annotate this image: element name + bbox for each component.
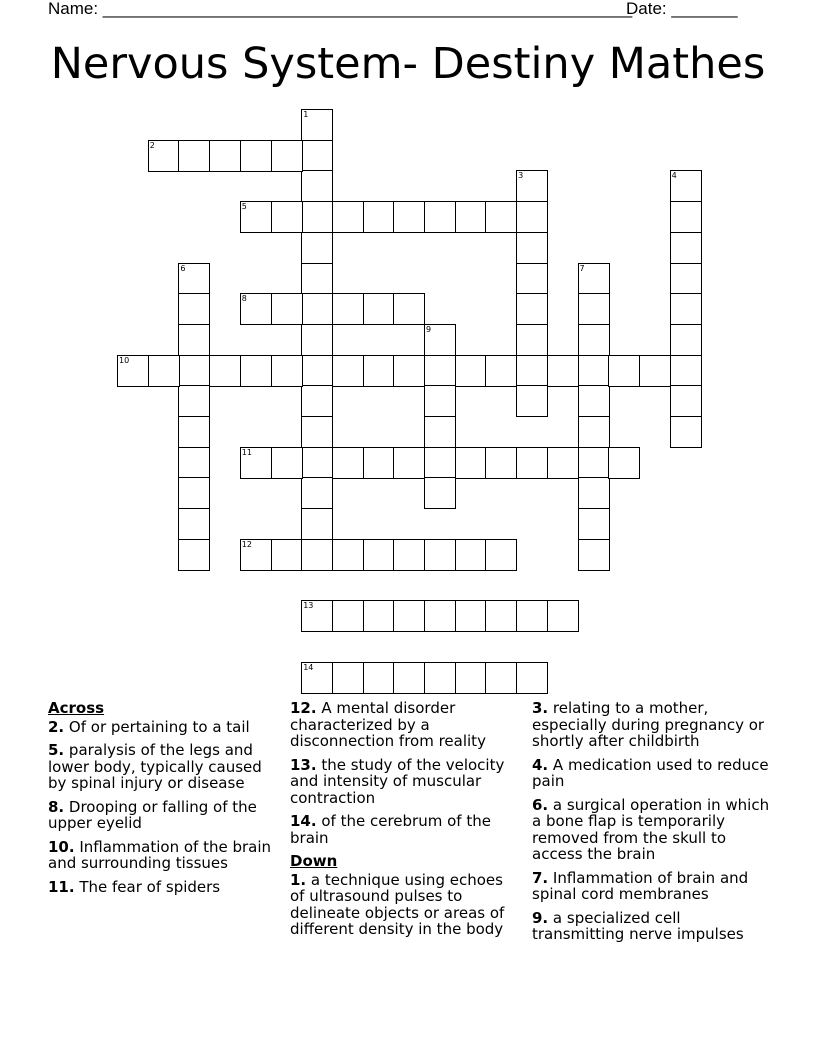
grid-cell[interactable] [301, 539, 333, 571]
grid-cell[interactable] [209, 355, 241, 387]
grid-cell[interactable] [178, 539, 210, 571]
grid-cell[interactable] [178, 293, 210, 325]
grid-cell[interactable] [516, 600, 548, 632]
grid-cell[interactable] [240, 355, 272, 387]
clue-column-2 [290, 700, 522, 945]
clue-down-1: 1. a technique using echoes of ultrasound pulses to delineate objects or areas of different density in the body [290, 870, 505, 938]
grid-cell[interactable] [178, 355, 210, 387]
grid-cell[interactable] [332, 539, 364, 571]
grid-cell[interactable] [578, 477, 610, 509]
grid-cell[interactable] [240, 447, 272, 479]
down-heading: Down [290, 852, 338, 870]
grid-cell[interactable] [117, 355, 149, 387]
grid-cell[interactable] [424, 201, 456, 233]
grid-cell[interactable] [608, 447, 640, 479]
grid-cell[interactable] [516, 385, 548, 417]
grid-cell[interactable] [301, 201, 333, 233]
grid-cell[interactable] [301, 662, 333, 694]
grid-cell[interactable] [578, 355, 610, 387]
clue-across-13: 13. the study of the velocity and intensity of muscular contraction [290, 755, 505, 807]
clue-across-5: 5. paralysis of the legs and lower body, typically caused by spinal injury or disease [48, 741, 262, 792]
grid-cell[interactable] [516, 201, 548, 233]
grid-cell[interactable] [547, 447, 579, 479]
grid-cell[interactable] [332, 662, 364, 694]
grid-cell[interactable] [240, 140, 272, 172]
clue-across-14: 14. of the cerebrum of the brain [290, 812, 491, 847]
grid-cell[interactable] [240, 201, 272, 233]
grid-cell[interactable] [178, 140, 210, 172]
grid-cell[interactable] [393, 539, 425, 571]
clue-down-6: 6. a surgical operation in which a bone flap is temporarily removed from the skull to access the brain [532, 795, 770, 863]
clue-number: 4 [671, 171, 677, 181]
grid-cell[interactable] [363, 447, 395, 479]
grid-cell[interactable] [578, 293, 610, 325]
grid-cell[interactable] [301, 600, 333, 632]
grid-cell[interactable] [363, 201, 395, 233]
grid-cell[interactable] [393, 293, 425, 325]
grid-cell[interactable] [639, 355, 671, 387]
grid-cell[interactable] [178, 324, 210, 356]
grid-cell[interactable] [547, 355, 579, 387]
clue-number: 12 [241, 539, 252, 549]
grid-cell[interactable] [485, 539, 517, 571]
clue-down-3: 3. relating to a mother, especially during pregnancy or shortly after childbirth [532, 699, 765, 750]
grid-cell[interactable] [670, 416, 702, 448]
grid-cell[interactable] [301, 324, 333, 356]
grid-cell[interactable] [271, 355, 303, 387]
grid-cell[interactable] [578, 447, 610, 479]
grid-cell[interactable] [578, 416, 610, 448]
grid-cell[interactable] [363, 662, 395, 694]
grid-cell[interactable] [393, 447, 425, 479]
grid-cell[interactable] [240, 293, 272, 325]
clue-number: 3 [518, 171, 524, 181]
grid-cell[interactable] [516, 355, 548, 387]
grid-cell[interactable] [178, 508, 210, 540]
grid-cell[interactable] [578, 385, 610, 417]
grid-cell[interactable] [148, 140, 180, 172]
clue-number: 6 [180, 263, 186, 273]
grid-cell[interactable] [578, 539, 610, 571]
page-title: Nervous System- Destiny Mathes [50, 39, 766, 89]
grid-cell[interactable] [178, 416, 210, 448]
clue-across-2: 2. Of or pertaining to a tail [48, 717, 250, 736]
grid-cell[interactable] [485, 600, 517, 632]
grid-cell[interactable] [516, 324, 548, 356]
grid-cell[interactable] [301, 170, 333, 202]
grid-cell[interactable] [516, 232, 548, 264]
grid-cell[interactable] [363, 600, 395, 632]
grid-cell[interactable] [271, 447, 303, 479]
clue-across-11: 11. The fear of spiders [48, 877, 221, 896]
clue-column-3 [532, 700, 772, 950]
clue-number: 13 [303, 601, 314, 611]
grid-cell[interactable] [271, 201, 303, 233]
grid-cell[interactable] [670, 201, 702, 233]
grid-cell[interactable] [301, 232, 333, 264]
grid-cell[interactable] [670, 293, 702, 325]
grid-cell[interactable] [608, 355, 640, 387]
clue-down-4: 4. A medication used to reduce pain [532, 755, 769, 790]
grid-cell[interactable] [301, 385, 333, 417]
grid-cell[interactable] [424, 539, 456, 571]
grid-cell[interactable] [332, 447, 364, 479]
grid-cell[interactable] [424, 416, 456, 448]
name-field[interactable]: Name: ________________________________________________________ [48, 0, 633, 18]
grid-cell[interactable] [301, 140, 333, 172]
clue-number: 1 [303, 110, 309, 119]
grid-cell[interactable] [178, 477, 210, 509]
across-heading: Across [48, 699, 105, 717]
grid-cell[interactable] [578, 508, 610, 540]
grid-cell[interactable] [332, 293, 364, 325]
grid-cell[interactable] [271, 293, 303, 325]
grid-cell[interactable] [424, 355, 456, 387]
grid-cell[interactable] [178, 447, 210, 479]
grid-cell[interactable] [301, 416, 333, 448]
grid-cell[interactable] [363, 539, 395, 571]
grid-cell[interactable] [424, 385, 456, 417]
grid-cell[interactable] [670, 385, 702, 417]
grid-cell[interactable] [455, 447, 487, 479]
grid-cell[interactable] [670, 170, 702, 202]
date-field[interactable]: Date: _______ [626, 0, 738, 18]
grid-cell[interactable] [393, 662, 425, 694]
clue-number: 2 [149, 140, 155, 150]
grid-cell[interactable] [332, 600, 364, 632]
grid-cell[interactable] [670, 324, 702, 356]
grid-cell[interactable] [271, 539, 303, 571]
grid-cell[interactable] [670, 263, 702, 295]
grid-cell[interactable] [485, 355, 517, 387]
grid-cell[interactable] [424, 324, 456, 356]
grid-cell[interactable] [240, 539, 272, 571]
clue-across-12: 12. A mental disorder characterized by a disconnection from reality [290, 699, 486, 750]
grid-cell[interactable] [209, 140, 241, 172]
grid-cell[interactable] [393, 355, 425, 387]
clue-number: 5 [241, 202, 247, 212]
grid-cell[interactable] [271, 140, 303, 172]
clue-number: 11 [241, 447, 252, 457]
grid-cell[interactable] [301, 477, 333, 509]
grid-cell[interactable] [393, 201, 425, 233]
clue-number: 10 [119, 355, 130, 365]
grid-cell[interactable] [670, 232, 702, 264]
grid-cell[interactable] [178, 263, 210, 295]
grid-cell[interactable] [424, 662, 456, 694]
grid-cell[interactable] [516, 263, 548, 295]
clue-number: 9 [426, 324, 432, 334]
grid-cell[interactable] [301, 355, 333, 387]
grid-cell[interactable] [148, 355, 180, 387]
grid-cell[interactable] [301, 447, 333, 479]
grid-cell[interactable] [301, 293, 333, 325]
grid-cell[interactable] [455, 600, 487, 632]
grid-cell[interactable] [516, 170, 548, 202]
clue-number: 14 [303, 662, 314, 672]
grid-cell[interactable] [178, 385, 210, 417]
grid-cell[interactable] [332, 201, 364, 233]
grid-cell[interactable] [516, 293, 548, 325]
grid-cell[interactable] [455, 662, 487, 694]
grid-cell[interactable] [301, 263, 333, 295]
grid-cell[interactable] [670, 355, 702, 387]
grid-cell[interactable] [301, 109, 333, 141]
grid-cell[interactable] [301, 508, 333, 540]
grid-cell[interactable] [578, 324, 610, 356]
grid-cell[interactable] [455, 355, 487, 387]
grid-cell[interactable] [455, 539, 487, 571]
grid-cell[interactable] [485, 662, 517, 694]
clue-across-8: 8. Drooping or falling of the upper eyelid [48, 797, 257, 832]
grid-cell[interactable] [547, 600, 579, 632]
clue-number: 8 [241, 294, 247, 304]
grid-cell[interactable] [393, 600, 425, 632]
grid-cell[interactable] [485, 201, 517, 233]
grid-cell[interactable] [363, 355, 395, 387]
clue-down-7: 7. Inflammation of brain and spinal cord membranes [532, 868, 749, 903]
grid-cell[interactable] [516, 662, 548, 694]
grid-cell[interactable] [424, 600, 456, 632]
clue-number: 7 [579, 263, 585, 273]
grid-cell[interactable] [516, 447, 548, 479]
clue-column-1 [48, 700, 280, 902]
grid-cell[interactable] [578, 263, 610, 295]
grid-cell[interactable] [424, 447, 456, 479]
clue-down-9: 9. a specialized cell transmitting nerve impulses [532, 908, 744, 943]
grid-cell[interactable] [424, 477, 456, 509]
grid-cell[interactable] [363, 293, 395, 325]
clue-across-10: 10. Inflammation of the brain and surrounding tissues [48, 837, 272, 872]
grid-cell[interactable] [332, 355, 364, 387]
grid-cell[interactable] [455, 201, 487, 233]
grid-cell[interactable] [485, 447, 517, 479]
